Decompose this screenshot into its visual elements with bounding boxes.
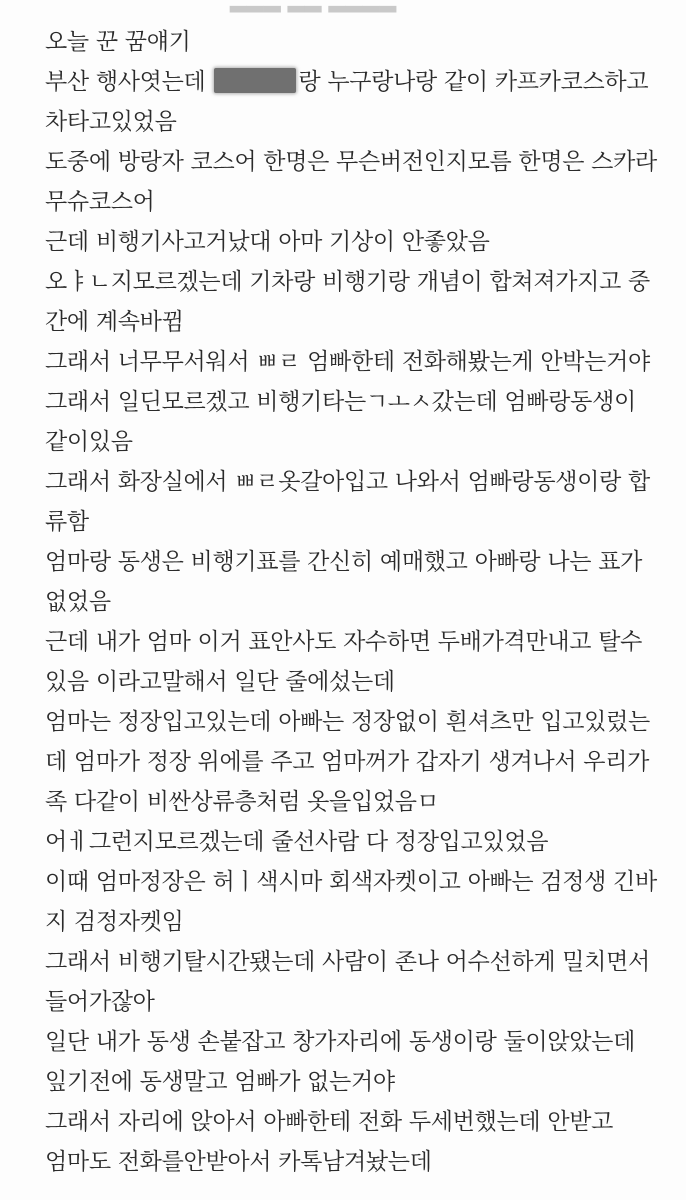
text-line: 일단 내가 동생 손붙잡고 창가자리에 동생이랑 둘이앉았는데 <box>45 1029 636 1055</box>
text-segment: 부산 행사엿는데 <box>45 69 213 95</box>
text-line: 이때 엄마정장은 허ㅣ색시마 회색자켓이고 아빠는 검정생 긴바 <box>45 869 657 895</box>
text-line: 무슈코스어 <box>45 189 155 215</box>
text-line: 그래서 화장실에서 ㅃㄹ옷갈아입고 나와서 엄빠랑동생이랑 합 <box>45 469 650 495</box>
cropped-top-text: ▂▂▂ ▂▂ ▂▂▂▂ <box>230 0 397 13</box>
text-line: 그래서 자리에 앉아서 아빠한테 전화 두세번했는데 안받고 <box>45 1109 614 1135</box>
text-line: 류함 <box>45 509 89 535</box>
text-line: 없었음 <box>45 589 111 615</box>
text-line: 잎기전에 동생말고 엄빠가 없는거야 <box>45 1069 395 1095</box>
text-line: 엄마는 정장입고있는데 아빠는 정장없이 흰셔츠만 입고있렀는 <box>45 709 650 735</box>
text-line: 데 엄마가 정장 위에를 주고 엄마꺼가 갑자기 생겨나서 우리가 <box>45 749 650 775</box>
text-line: 족 다같이 비싼상류층처럼 옷을입었음ㅁ <box>45 789 439 815</box>
text-line: 있음 이라고말해서 일단 줄에섰는데 <box>45 669 395 695</box>
dream-story-text <box>45 22 665 1182</box>
text-line <box>45 62 665 102</box>
text-line: 엄마랑 동생은 비행기표를 간신히 예매했고 아빠랑 나는 표가 <box>45 549 643 575</box>
text-line: 그래서 비행기탈시간됐는데 사람이 존나 어수선하게 밀치면서 <box>45 949 650 975</box>
text-line: 도중에 방랑자 코스어 한명은 무슨버전인지모름 한명은 스카라 <box>45 149 657 175</box>
redacted-name-block <box>214 68 296 93</box>
text-line: 엄마도 전화를안받아서 카톡남겨놨는데 <box>45 1149 432 1175</box>
text-line: 그래서 일딘모르겠고 비행기타는ㄱㅗㅅ갔는데 엄빠랑동생이 <box>45 389 636 415</box>
text-line: 오ㅑㄴ지모르겠는데 기차랑 비행기랑 개념이 합쳐져가지고 중 <box>45 269 650 295</box>
text-line: 근데 내가 엄마 이거 표안사도 자수하면 두배가격만내고 탈수 <box>45 629 643 655</box>
text-line: 어ㅔ그런지모르겠는데 줄선사람 다 정장입고있었음 <box>45 829 549 855</box>
text-line: 오늘 꾼 꿈얘기 <box>45 29 191 55</box>
text-line: 들어가잖아 <box>45 989 155 1015</box>
text-line: 간에 계속바뀜 <box>45 309 184 335</box>
text-segment: 랑 누구랑나랑 같이 카프카코스하고 <box>298 69 649 95</box>
text-line: 근데 비행기사고거났대 아마 기상이 안좋았음 <box>45 229 490 255</box>
text-line: 지 검정자켓임 <box>45 909 184 935</box>
text-line: 그래서 너무무서워서 ㅃㄹ 엄빠한테 전화해봤는게 안박는거야 <box>45 349 650 375</box>
text-line: 차타고있었음 <box>45 109 177 135</box>
text-line: 같이있음 <box>45 429 133 455</box>
